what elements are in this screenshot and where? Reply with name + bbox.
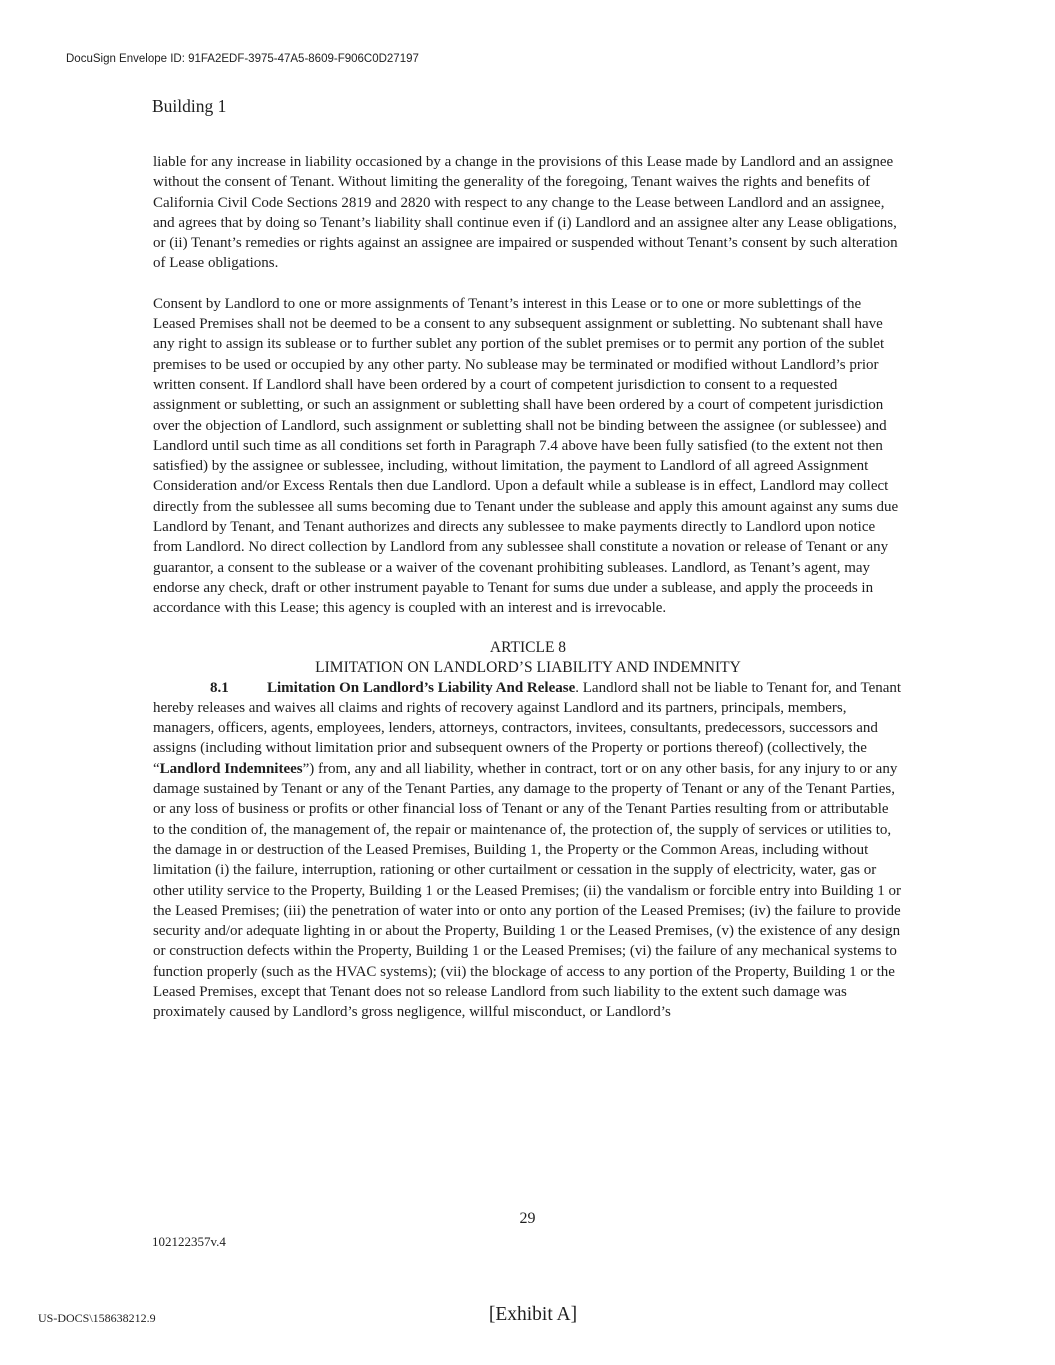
paragraph-assignee-liability: liable for any increase in liability occasioned by a change in the provisions of this Lease made by Landlord and an assignee without the consent of Tenant. Without limiting the generality of the foregoing, Tenant waives the rights and benefits of California Civil Code Sections 2819 and 2820 with respect to any change to the Lease between Landlord and an assignee, and agrees that by doing so Tenant’s liability shall continue even if (i) Landlord and an assignee alter any Lease obligations, or (ii) Tenant’s remedies or rights against an assignee are impaired or suspended without Tenant’s consent by such alteration of Lease obligations.: [153, 154, 898, 272]
document-body: [153, 152, 903, 1023]
article-heading: ARTICLE 8: [489, 638, 567, 656]
footer-doc-reference: US-DOCS\158638212.9: [38, 1311, 156, 1325]
page-number: 29: [519, 1210, 536, 1227]
section-number: 8.1: [210, 679, 229, 696]
defined-term-landlord-indemnitees: Landlord Indemnitees: [159, 760, 303, 777]
footer-exhibit-label: [Exhibit A]: [488, 1304, 578, 1325]
article-title: LIMITATION ON LANDLORD’S LIABILITY AND INDEMNITY: [315, 658, 741, 676]
section-8-1: [153, 678, 903, 1023]
section-text-b: ”) from, any and all liability, whether in contract, tort or on any other basis, for any injury to or any damage sustained by Tenant or any of the Tenant Parties, any damage to the property of Tenant or any of the Tenant Parties, or any loss of business or profits or other financial loss of Tenant or any of the Tenant Parties resulting from or attributable to the condition of, the management of, the repair or maintenance of, the protection of, the supply of services or utilities to, the damage in or destruction of the Leased Premises, Building 1, the Property or the Common Areas, including without limitation (i) the failure, interruption, rationing or other curtailment or cessation in the supply of electricity, water, gas or other utility service to the Property, Building 1 or the Leased Premises; (ii) the vandalism or forcible entry into Building 1 or the Leased Premises; (iii) the penetration of water into or onto any portion of the Leased Premises; (iv) the failure to provide security and/or adequate lighting in or about the Property, Building 1 or the Leased Premises, (v) the existence of any design or construction defects within the Property, Building 1 or the Leased Premises; (vi) the failure of any mechanical systems to function properly (such as the HVAC systems); (vii) the blockage of access to any portion of the Property, Building 1 or the Leased Premises, except that Tenant does not so release Landlord from such liability to the extent such damage was proximately caused by Landlord’s gross negligence, willful misconduct, or Landlord’s: [153, 760, 902, 1021]
section-text-a: . Landlord shall not be liable to Tenant for, and Tenant hereby releases and waives all claims and rights of recovery against Landlord and its partners, principals, members, managers, officers, agents, employees, lenders, attorneys, contractors, invitees, consultants, predecessors, successors and assigns (including without limitation prior and subsequent owners of the Property or portions thereof) (collectively, the “: [153, 679, 902, 777]
docusign-envelope-id: DocuSign Envelope ID: 91FA2EDF-3975-47A5-8609-F906C0D27197: [66, 53, 419, 65]
paragraph-consent-subletting: Consent by Landlord to one or more assignments of Tenant’s interest in this Lease or to one or more sublettings of the Leased Premises shall not be deemed to be a consent to any subsequent assignment or subletting. No subtenant shall have any right to assign its sublease or to further sublet any portion of the sublet premises or to permit any portion of the sublet premises to be used or occupied by any other party. No sublease may be terminated or modified without Landlord’s prior written consent. If Landlord shall have been ordered by a court of competent jurisdiction to consent to a requested assignment or subletting, or such an assignment or subletting shall have been ordered by a court of competent jurisdiction over the objection of Landlord, such assignment or subletting shall not be binding between the assignee (or sublessee) and Landlord until such time as all conditions set forth in Paragraph 7.4 above have been fully satisfied (to the extent not then satisfied) by the assignee or sublessee, including, without limitation, the payment to Landlord of all agreed Assignment Consideration and/or Excess Rentals then due Landlord. Upon a default while a sublease is in effect, Landlord may collect directly from the sublessee all sums becoming due to Tenant under the sublease and apply this amount against any sums due Landlord by Tenant, and Tenant authorizes and directs any sublessee to make payments directly to Landlord upon notice from Landlord. No direct collection by Landlord from any sublessee shall constitute a novation or release of Tenant or any guarantor, a consent to the sublease or a waiver of the covenant prohibiting subleases. Landlord, as Tenant’s agent, may endorse any check, draft or other instrument payable to Tenant for sums due under a sublease, and apply the proceeds in accordance with this Lease; this agency is coupled with an interest and is irrevocable.: [153, 295, 899, 617]
document-version-id: 102122357v.4: [152, 1234, 226, 1249]
building-header: Building 1: [152, 96, 227, 116]
section-title: Limitation On Landlord’s Liability And Release: [267, 679, 576, 696]
